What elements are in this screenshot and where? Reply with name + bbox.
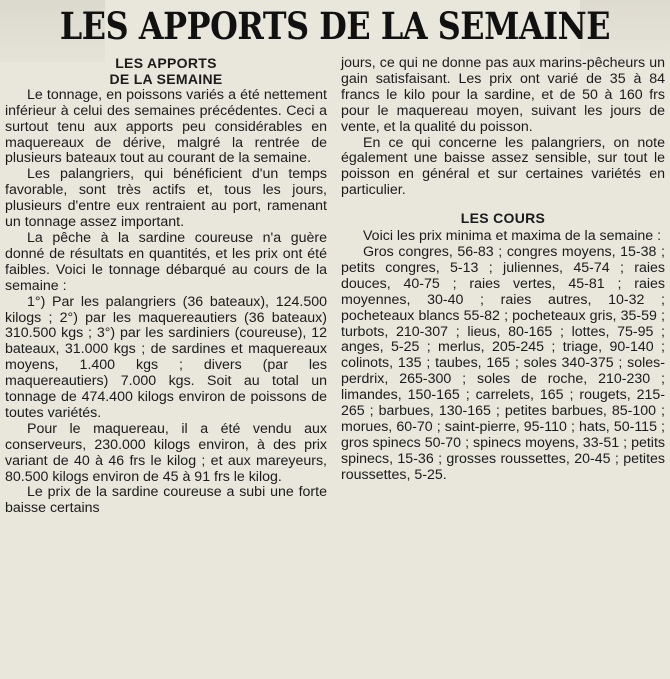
- paragraph-tonnage: Le tonnage, en poissons variés a été nettement inférieur à celui des semaines précédentes. Ceci a surtout tenu aux apports peu considérables en maquereaux de dérive, malgré la rentrée de plusieurs bateaux tout au courant de la semaine.: [5, 86, 327, 167]
- article-column-left: [5, 56, 327, 517]
- paragraph-price-list: Gros congres, 56-83 ; congres moyens, 15-38 ; petits congres, 5-13 ; juliennes, 45-74 ; raies douces, 40-75 ; raies vertes, 45-81 ; raies moyennes, 30-40 ; raies autres, 10-32 ; pocheteaux blancs 55-82 ; pocheteaux gris, 35-59 ; turbots, 210-307 ; lieus, 80-165 ; lottes, 75-95 ; anges, 5-25 ; merlus, 205-245 ; triage, 90-140 ; colinots, 135 ; taubes, 165 ; soles 340-375 ; soles-perdrix, 265-300 ; soles de roche, 210-230 ; limandes, 150-165 ; carrelets, 165 ; rougets, 215-265 ; barbues, 130-165 ; petites barbues, 85-100 ; morues, 60-70 ; saint-pierre, 95-110 ; hats, 50-115 ; gros spinecs 50-70 ; spinecs moyens, 33-51 ; petits spinecs, 15-36 ; grosses roussettes, 20-45 ; petites roussettes, 5-25.: [341, 243, 665, 483]
- page-headline: LES APPORTS DE LA SEMAINE: [59, 4, 611, 48]
- paragraph-tonnage-details: 1°) Par les palangriers (36 bateaux), 124.500 kilogs ; 2°) par les maquereautiers (36 bateaux) 310.500 kgs ; 3°) par les sardiniers (coureuse), 12 bateaux, 31.000 kgs ; de sardines et maquereaux moyens, 1.400 kgs ; divers (par les maquereautiers) 7.000 kgs. Soit au total un tonnage de 474.400 kilogs environ de poissons de toutes variétés.: [5, 293, 327, 421]
- section-heading-les-cours: LES COURS: [460, 210, 546, 227]
- paragraph-sardine-fishing: La pêche à la sardine coureuse n'a guère donné de résultats en quantités, et les prix ont été faibles. Voici le tonnage débarqué au cours de la semaine :: [5, 229, 327, 294]
- paragraph-sardine-price: Le prix de la sardine coureuse a subi une forte baisse certains: [5, 484, 327, 517]
- paragraph-maquereau: Pour le maquereau, il a été vendu aux conserveurs, 230.000 kilogs environ, à des prix variant de 40 à 46 frs le kilog ; et aux mareyeurs, 80.500 kilogs environ de 45 à 91 frs le kilog.: [5, 420, 327, 485]
- paragraph-sardine-price-continued: jours, ce qui ne donne pas aux marins-pêcheurs un gain satisfaisant. Les prix ont varié de 35 à 84 francs le kilo pour la sardine, et de 50 à 160 frs pour le maquereau moyen, suivant les jours de vente, et la qualité du poisson.: [341, 55, 665, 135]
- paragraph-palangriers-prices: En ce qui concerne les palangriers, on note également une baisse assez sensible, sur tout le poisson en général et sur certaines variétés en particulier.: [341, 134, 665, 199]
- article-subhead-line-2: DE LA SEMAINE: [109, 70, 223, 87]
- article-column-right: [341, 56, 665, 484]
- paragraph-palangriers: Les palangriers, qui bénéficient d'un temps favorable, sont très actifs et, tous les jours, plusieurs d'entre eux rentraient au port, ramenant un tonnage assez important.: [5, 166, 327, 231]
- paragraph-cours-intro: Voici les prix minima et maxima de la semaine :: [363, 228, 662, 245]
- article-subhead-line-1: LES APPORTS: [115, 55, 217, 71]
